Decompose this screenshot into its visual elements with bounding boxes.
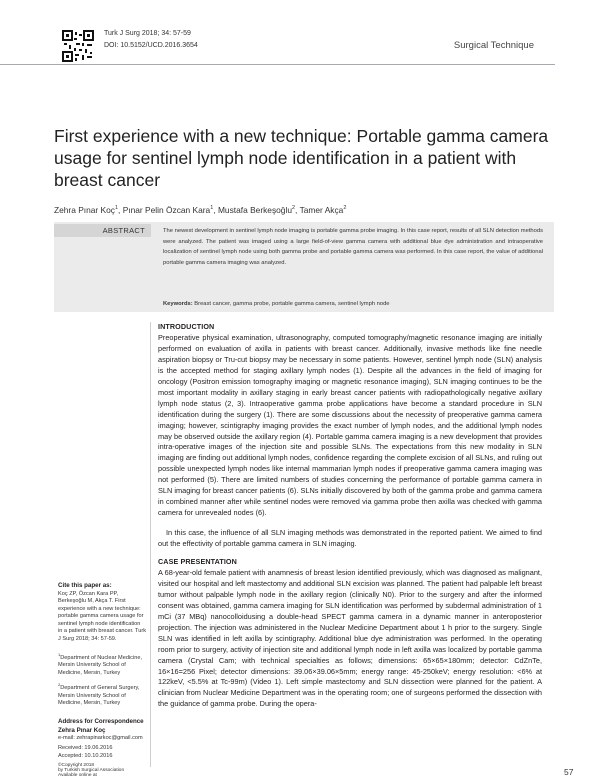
correspondence-email[interactable]: e-mail: zehrapinarkoc@gmail.com — [58, 735, 143, 741]
cite-heading: Cite this paper as: — [58, 582, 112, 589]
abstract-text: The newest development in sentinel lymph node imaging is portable gamma probe imaging. In this case report, results of all SLN detection methods were analyzed. The patient was imaged using a large field-of-view gamma camera with additional blue dye administration and intraoperative localization of sentinel lymph node using both gamma probe and portable gamma camera was performed. In this case report, the value of additional portable gamma camera imaging was analyzed. — [163, 228, 543, 266]
accepted-date: Accepted: 10.10.2016 — [58, 752, 113, 759]
journal-citation-line: Turk J Surg 2018; 34: 57-59 — [104, 30, 191, 37]
case-presentation-section — [158, 557, 542, 710]
copyright-line: ©Copyright 2018 — [58, 763, 95, 768]
author-affiliation-marker: 2 — [343, 205, 347, 211]
author-affiliation-marker: 1 — [114, 205, 119, 211]
author-name: Mustafa Berkeşoğlu — [217, 204, 292, 215]
copyright-holder: by Turkish Surgical Association — [58, 768, 125, 774]
affiliation-2: Department of General Surgery, Mersin University School of Medicine, Mersin, Turkey — [58, 685, 140, 707]
correspondence-block — [58, 718, 146, 743]
keywords-label: Keywords: — [163, 301, 193, 307]
author-affiliation-marker: 1 — [210, 205, 214, 211]
page-number: 57 — [564, 767, 574, 777]
doi-line[interactable]: DOI: 10.5152/UCD.2016.3654 — [104, 42, 198, 49]
author-name: Pınar Pelin Özcan Kara — [122, 204, 211, 215]
citation-block — [58, 582, 146, 643]
correspondence-name: Zehra Pınar Koç — [58, 726, 106, 734]
abstract-label: ABSTRACT — [54, 224, 151, 237]
available-online-label: Available online at — [58, 773, 97, 779]
cite-text: Koç ZP, Özcan Kara PP, Berkeşoğlu M, Akça T. First experience with a new technique: portable gamma camera usage for sentinel lymph node identification in a patient with breast cancer. Turk J Surg 2018; 34: 57-59. — [58, 590, 146, 642]
received-date: Received: 19.06.2016 — [58, 745, 113, 751]
author-name: Zehra Pınar Koç — [54, 204, 115, 215]
qr-code-icon — [62, 30, 94, 62]
affiliation-number: 2 — [58, 682, 61, 688]
introduction-paragraph-1: Preoperative physical examination, ultrasonography, computed tomography/magnetic resonance imaging are initially performed on evaluation of axilla in patients with breast cancer. Additionally, invasive methods like fine needle aspiration biopsy or Tru-cut biopsy may be necessary in some patients. However, sentinel lymph node (SLN) analysis is the accepted method for staging axillary lymph nodes (1). Despite all the advances in the field of imaging for oncology (Positron emission tomography imaging or magnetic resonance imaging), SLN imaging continues to be the most important modality in axillary staging in early breast cancer patients with radiopathologically negative axillary lymph node status (2, 3). Intraoperative gamma probe applications have become a standard procedure in SLN identification during the surgery (1). There are some discussions about the necessity of preoperative gamma camera imaging; however, scintigraphy imaging provides the exact number of lymph nodes, and the additional lymph nodes may be observed outside the axillary region (4). Portable gamma camera imaging is a new development that provides intra-operative images of the injection site and possible SLNs. The expectations from this new modality in SLN imaging are finding out additional lymph nodes, confidence regarding the complete excision of all SLNs, and ruling out possible unexpected lymph nodes like internal mammarian lymph nodes if preoperative gamma camera imaging was not performed (5). There are limited numbers of studies concerning the performance of portable gamma camera in SLN imaging for breast cancer patients (6). SLNs initially discovered by both of the gamma probe and gamma camera in combined manner after while sentinel nodes were removed via gamma probe then axilla was checked with gamma camera for unrevealed nodes (6). — [158, 332, 542, 518]
case-presentation-heading: CASE PRESENTATION — [158, 557, 237, 566]
keywords-text: Breast cancer, gamma probe, portable gamma camera, sentinel lymph node — [194, 301, 390, 307]
author-name: Tamer Akça — [299, 204, 344, 215]
section-label: Surgical Technique — [453, 40, 534, 51]
affiliation-1: Department of Nuclear Medicine, Mersin University School of Medicine, Mersin, Turkey — [58, 654, 143, 676]
introduction-heading: INTRODUCTION — [158, 322, 215, 331]
column-divider — [150, 322, 151, 767]
header-divider — [0, 64, 555, 65]
dates-block — [58, 745, 146, 760]
copyright-block — [58, 763, 146, 779]
author-affiliation-marker: 2 — [291, 205, 296, 211]
introduction-paragraph-2: In this case, the influence of all SLN imaging methods was demonstrated in the reported patient. We aimed to find out the effectivity of portable gamma camera in SLN imaging. — [158, 528, 542, 549]
author-list: Zehra Pınar Koç$^1$, Pınar Pelin Özcan Kara$^1$, Mustafa Berkeşoğlu$^2$, Tamer Akça$^2$ — [54, 204, 347, 215]
affiliations-block — [58, 651, 146, 708]
article-title: First experience with a new technique: Portable gamma camera usage for sentinel lymph node identification in a patient with breast cancer — [54, 126, 549, 190]
affiliation-number: 1 — [58, 652, 61, 657]
correspondence-heading: Address for Correspondence — [58, 718, 144, 725]
keywords-line — [163, 300, 543, 308]
case-presentation-paragraph: A 68-year-old female patient with anamnesis of breast lesion identified previously, which was diagnosed as malignant, visited our hospital and left mastectomy and additional SLN excision was planned. The patient had palpable left breast tumor without palpable lymph node in the axillary region (clinically N0). Prior to the surgery and after the informed consent was obtained, gamma camera imaging for SLN identification was performed by subdermal administration of 1 mCi (37 MBq) nanocolloidusing a double-head SPECT gamma camera in a dynamic manner in anteroposterior projection. The injection was administered in the Nuclear Medicine Department about 1 h prior to the surgery. Single SLN was identified in left axilla by scintigraphy. Additional blue dye administration was performed. In the operating room prior to surgery, activity of injection site and additional lymph node in left axilla was localized by portable gamma camera (Crystal Cam; with technical specialties as follows; dimensions: 65×65×180mm; detector: CdZnTe, 16×16=256 Pixel; detector dimensions: 39.06×39.06×5mm; energy range: 45-250keV; energy resolution: <6% at 122keV, <5.5% at Tc-99m) (Video 1). Left simple mastectomy and SLN dissection were planned for the patient. A clinician from Nuclear Medicine Department was in the operating room; one of surgeons performed the dissection with the guidance of gamma probe. During the opera- — [158, 567, 542, 709]
introduction-section — [158, 322, 542, 550]
